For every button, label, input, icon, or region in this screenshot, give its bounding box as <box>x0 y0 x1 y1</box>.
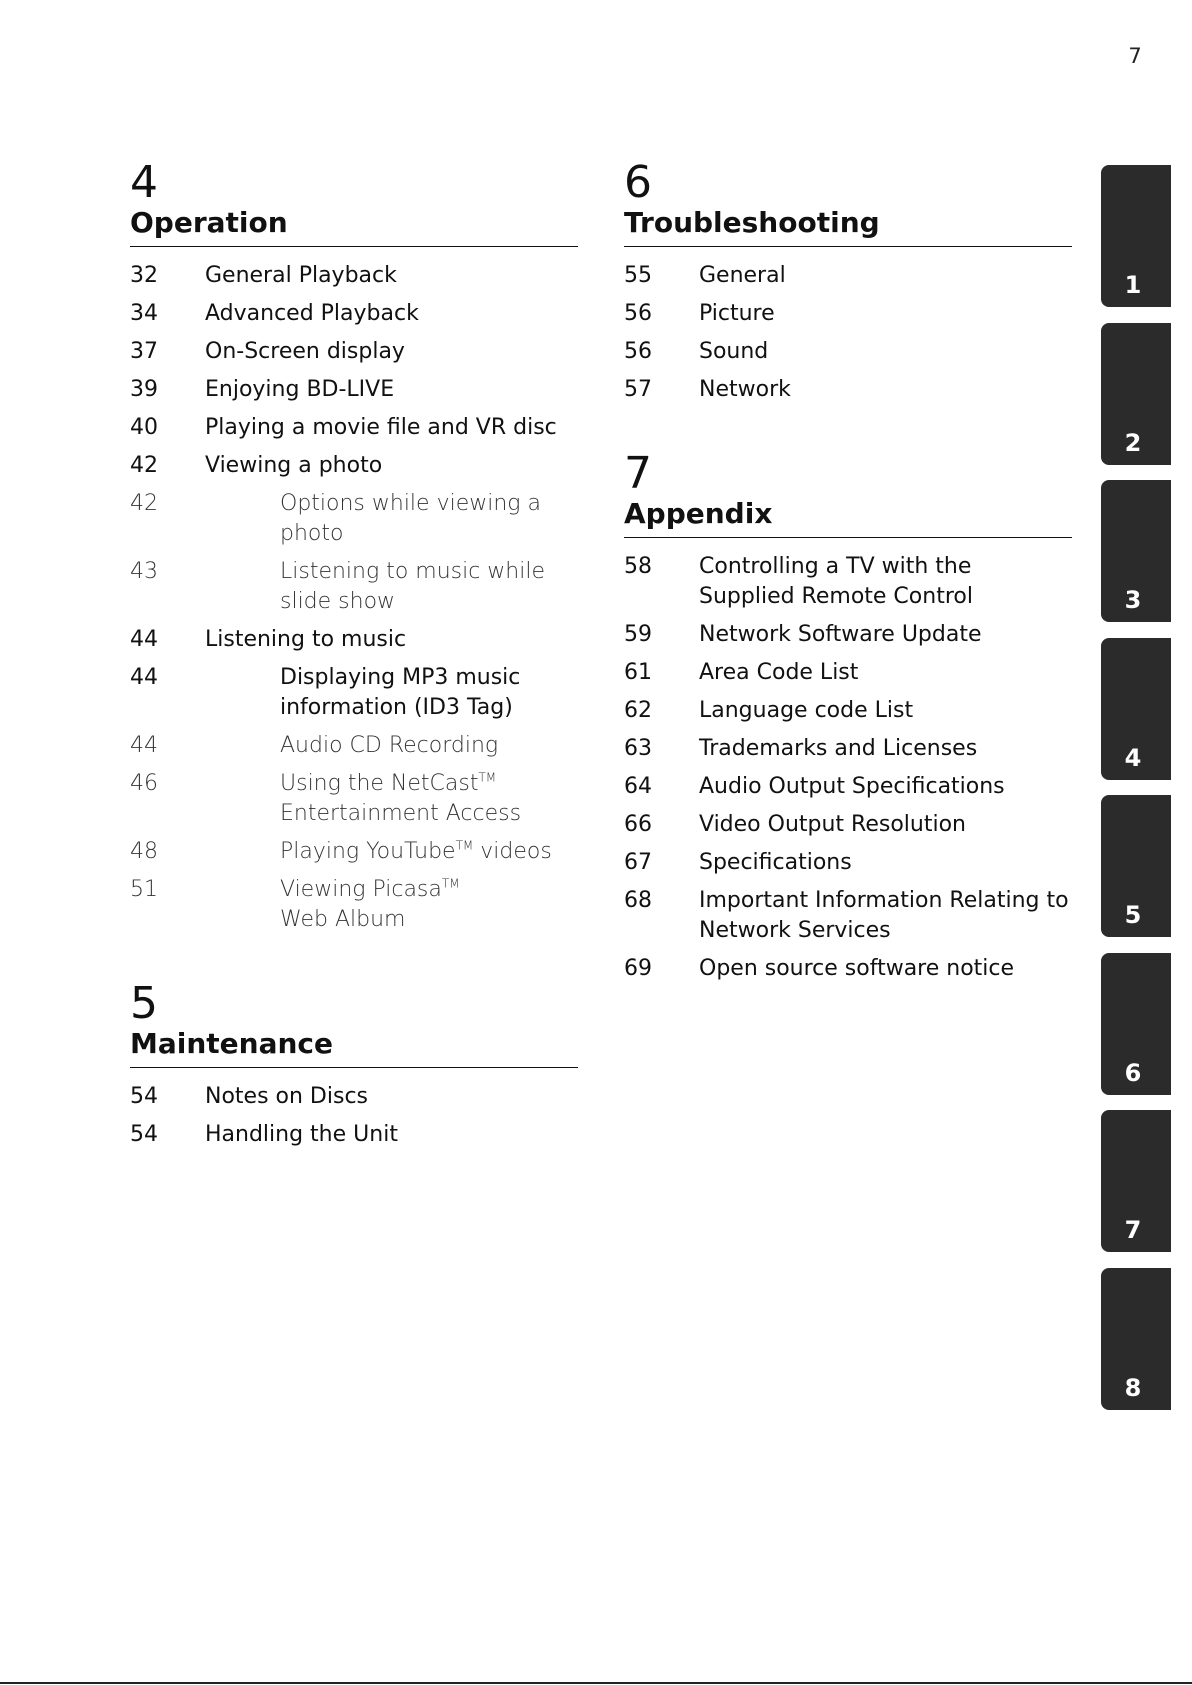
toc-entry[interactable] <box>624 375 1072 405</box>
toc-entry-text: Area Code List <box>699 660 859 685</box>
toc-entry[interactable] <box>130 731 578 761</box>
chapter-number: 5 <box>130 978 158 1029</box>
chapter-section <box>130 978 578 1150</box>
toc-entry-page: 67 <box>624 850 652 875</box>
toc-entry-page: 40 <box>130 415 158 440</box>
toc-entry[interactable] <box>130 557 578 617</box>
toc-entry-page: 48 <box>130 839 158 864</box>
toc-entry-title <box>205 489 578 549</box>
toc-entry-text: Network Software Update <box>699 622 982 647</box>
toc-entry[interactable] <box>624 261 1072 291</box>
toc-entry-text: Handling the Unit <box>205 1122 398 1147</box>
chapter-title: Maintenance <box>130 1027 578 1068</box>
toc-entry-title <box>699 658 1072 688</box>
toc-entry[interactable] <box>624 696 1072 726</box>
toc-entry[interactable] <box>130 451 578 481</box>
toc-entry-page: 32 <box>130 263 158 288</box>
toc-entry-title <box>205 299 578 329</box>
toc-entry-title <box>205 1120 578 1150</box>
toc-entry-text: Viewing a photo <box>205 453 383 478</box>
toc-entry-title <box>205 769 578 829</box>
toc-entry-title <box>205 413 578 443</box>
toc-entry-title <box>205 451 578 481</box>
toc-entry-page: 58 <box>624 554 652 579</box>
toc-entry-text: Open source software notice <box>699 956 1015 981</box>
toc-entry-text: General Playback <box>205 263 397 288</box>
toc-entry[interactable] <box>624 848 1072 878</box>
toc-entry[interactable] <box>624 337 1072 367</box>
toc-entry[interactable] <box>624 886 1072 946</box>
toc-entry-page: 44 <box>130 665 158 690</box>
toc-entry[interactable] <box>130 413 578 443</box>
toc-entry[interactable] <box>624 810 1072 840</box>
chapter-number: 7 <box>624 448 652 499</box>
toc-entry-page: 69 <box>624 956 652 981</box>
toc-entry-text: Audio CD Recording <box>280 733 499 758</box>
toc-entry-page: 61 <box>624 660 652 685</box>
toc-entry-text: Picture <box>699 301 775 326</box>
toc-entry-text: Sound <box>699 339 769 364</box>
toc-entry-page: 59 <box>624 622 652 647</box>
toc-entry-text: Controlling a TV with the Supplied Remote Control <box>699 554 973 609</box>
chapter-section <box>624 448 1072 984</box>
toc-entry-page: 44 <box>130 627 158 652</box>
toc-entry[interactable] <box>624 299 1072 329</box>
chapter-tab-8[interactable] <box>1101 1268 1171 1410</box>
toc-entry-page: 62 <box>624 698 652 723</box>
toc-entry-text: Network <box>699 377 791 402</box>
chapter-tab-label: 5 <box>1124 901 1142 929</box>
toc-entry-page: 51 <box>130 877 158 902</box>
toc-entry[interactable] <box>624 552 1072 612</box>
trademark-mark: TM <box>441 876 460 891</box>
toc-entry[interactable] <box>130 769 578 829</box>
toc-entry-title <box>699 620 1072 650</box>
toc-entry-title <box>205 261 578 291</box>
toc-entry-text: General <box>699 263 786 288</box>
toc-entry[interactable] <box>130 663 578 723</box>
toc-entry-title <box>699 696 1072 726</box>
chapter-tab-label: 2 <box>1124 428 1142 457</box>
toc-entry-title <box>699 810 1072 840</box>
toc-entry-page: 37 <box>130 339 158 364</box>
toc-entry-text-continued: Entertainment Access <box>280 801 522 826</box>
toc-entry[interactable] <box>130 337 578 367</box>
chapter-tab-2[interactable] <box>1101 323 1171 465</box>
toc-entry-text: Important Information Relating to Network Services <box>699 888 1069 943</box>
chapter-tab-4[interactable] <box>1101 638 1171 780</box>
toc-entry-page: 63 <box>624 736 652 761</box>
toc-entry[interactable] <box>130 489 578 549</box>
toc-entry[interactable] <box>130 875 578 935</box>
toc-entry-text: Advanced Playback <box>205 301 419 326</box>
chapter-tab-6[interactable] <box>1101 953 1171 1095</box>
toc-entry-title <box>205 625 578 655</box>
toc-entry-text: Viewing Picasa <box>280 877 442 902</box>
toc-entry[interactable] <box>624 734 1072 764</box>
toc-entry-page: 46 <box>130 771 158 796</box>
toc-entry-page: 66 <box>624 812 652 837</box>
toc-entry[interactable] <box>130 837 578 867</box>
toc-entry-text: Options while viewing a photo <box>280 491 541 546</box>
toc-entry[interactable] <box>624 658 1072 688</box>
toc-entry-page: 54 <box>130 1122 158 1147</box>
chapter-tab-7[interactable] <box>1101 1110 1171 1252</box>
toc-entry[interactable] <box>624 954 1072 984</box>
chapter-section <box>130 157 578 935</box>
toc-entry-text: Specifications <box>699 850 852 875</box>
toc-entry-page: 44 <box>130 733 158 758</box>
toc-entry-title <box>699 886 1072 946</box>
toc-entry-text: On-Screen display <box>205 339 405 364</box>
chapter-tab-label: 6 <box>1124 1058 1142 1087</box>
toc-entry-page: 42 <box>130 491 158 516</box>
toc-entry[interactable] <box>130 1082 578 1112</box>
toc-entry-text: Using the NetCast <box>280 771 479 796</box>
chapter-number: 6 <box>624 157 652 208</box>
toc-entry-text-continued: Web Album <box>280 907 406 932</box>
toc-entry-page: 56 <box>624 339 652 364</box>
toc-entry-title <box>699 261 1072 291</box>
chapter-tab-label: 4 <box>1124 743 1142 772</box>
trademark-mark: TM <box>455 838 474 853</box>
toc-entry-text: Notes on Discs <box>205 1084 369 1109</box>
chapter-title: Appendix <box>624 497 1072 538</box>
chapter-tab-label: 1 <box>1124 271 1142 299</box>
toc-entry-title <box>699 954 1072 984</box>
toc-entry-page: 56 <box>624 301 652 326</box>
toc-entry[interactable] <box>130 261 578 291</box>
toc-entry-page: 55 <box>624 263 652 288</box>
toc-entry-title <box>699 848 1072 878</box>
chapter-tab-label: 7 <box>1124 1216 1142 1244</box>
toc-entry-title <box>699 552 1072 612</box>
toc-left-column <box>130 157 578 1196</box>
toc-entry-text: Listening to music while slide show <box>280 559 545 614</box>
chapter-tab-label: 3 <box>1124 586 1142 614</box>
toc-entry-title <box>205 1082 578 1112</box>
page-bottom-rule <box>0 1682 1192 1684</box>
toc-entry-page: 54 <box>130 1084 158 1109</box>
toc-entry-text: Playing a movie file and VR disc <box>205 415 557 440</box>
toc-entry-title <box>699 375 1072 405</box>
toc-entry-title <box>205 375 578 405</box>
toc-entry-title <box>699 299 1072 329</box>
toc-entry-text: Enjoying BD-LIVE <box>205 377 395 402</box>
toc-entry-text: Playing YouTube <box>280 839 456 864</box>
chapter-tab-label: 8 <box>1124 1373 1142 1402</box>
trademark-mark: TM <box>478 770 497 785</box>
chapter-number: 4 <box>130 157 158 208</box>
toc-entry-text: Video Output Resolution <box>699 812 966 837</box>
toc-entry[interactable] <box>130 299 578 329</box>
chapter-title: Operation <box>130 206 578 247</box>
chapter-title: Troubleshooting <box>624 206 1072 247</box>
toc-entry-page: 64 <box>624 774 652 799</box>
chapter-tab-1[interactable] <box>1101 165 1171 307</box>
toc-entry-page: 34 <box>130 301 158 326</box>
toc-entry-page: 57 <box>624 377 652 402</box>
toc-entry-page: 68 <box>624 888 652 913</box>
toc-entry-text-continued: videos <box>473 839 552 864</box>
toc-entry[interactable] <box>130 375 578 405</box>
toc-entry-title <box>699 734 1072 764</box>
toc-entry-title <box>699 337 1072 367</box>
toc-entry-title <box>205 875 578 935</box>
toc-entry-title <box>699 772 1072 802</box>
toc-entry-page: 43 <box>130 559 158 584</box>
toc-entry-title <box>205 731 578 761</box>
toc-entry-text: Displaying MP3 music information (ID3 Tag) <box>280 665 521 720</box>
toc-entry-text: Audio Output Specifications <box>699 774 1005 799</box>
toc-entry[interactable] <box>624 620 1072 650</box>
toc-right-column <box>624 157 1072 1030</box>
toc-entry-title <box>205 557 578 617</box>
toc-entry-title <box>205 837 578 867</box>
toc-entry-title <box>205 663 578 723</box>
chapter-section <box>624 157 1072 405</box>
toc-entry-page: 42 <box>130 453 158 478</box>
toc-entry[interactable] <box>130 1120 578 1150</box>
chapter-tab-5[interactable] <box>1101 795 1171 937</box>
chapter-tab-3[interactable] <box>1101 480 1171 622</box>
toc-entry-page: 39 <box>130 377 158 402</box>
toc-entry-text: Language code List <box>699 698 914 723</box>
page-number: 7 <box>1128 44 1142 68</box>
toc-entry[interactable] <box>624 772 1072 802</box>
toc-entry[interactable] <box>130 625 578 655</box>
toc-entry-text: Trademarks and Licenses <box>699 736 978 761</box>
toc-entry-text: Listening to music <box>205 627 407 652</box>
toc-entry-title <box>205 337 578 367</box>
